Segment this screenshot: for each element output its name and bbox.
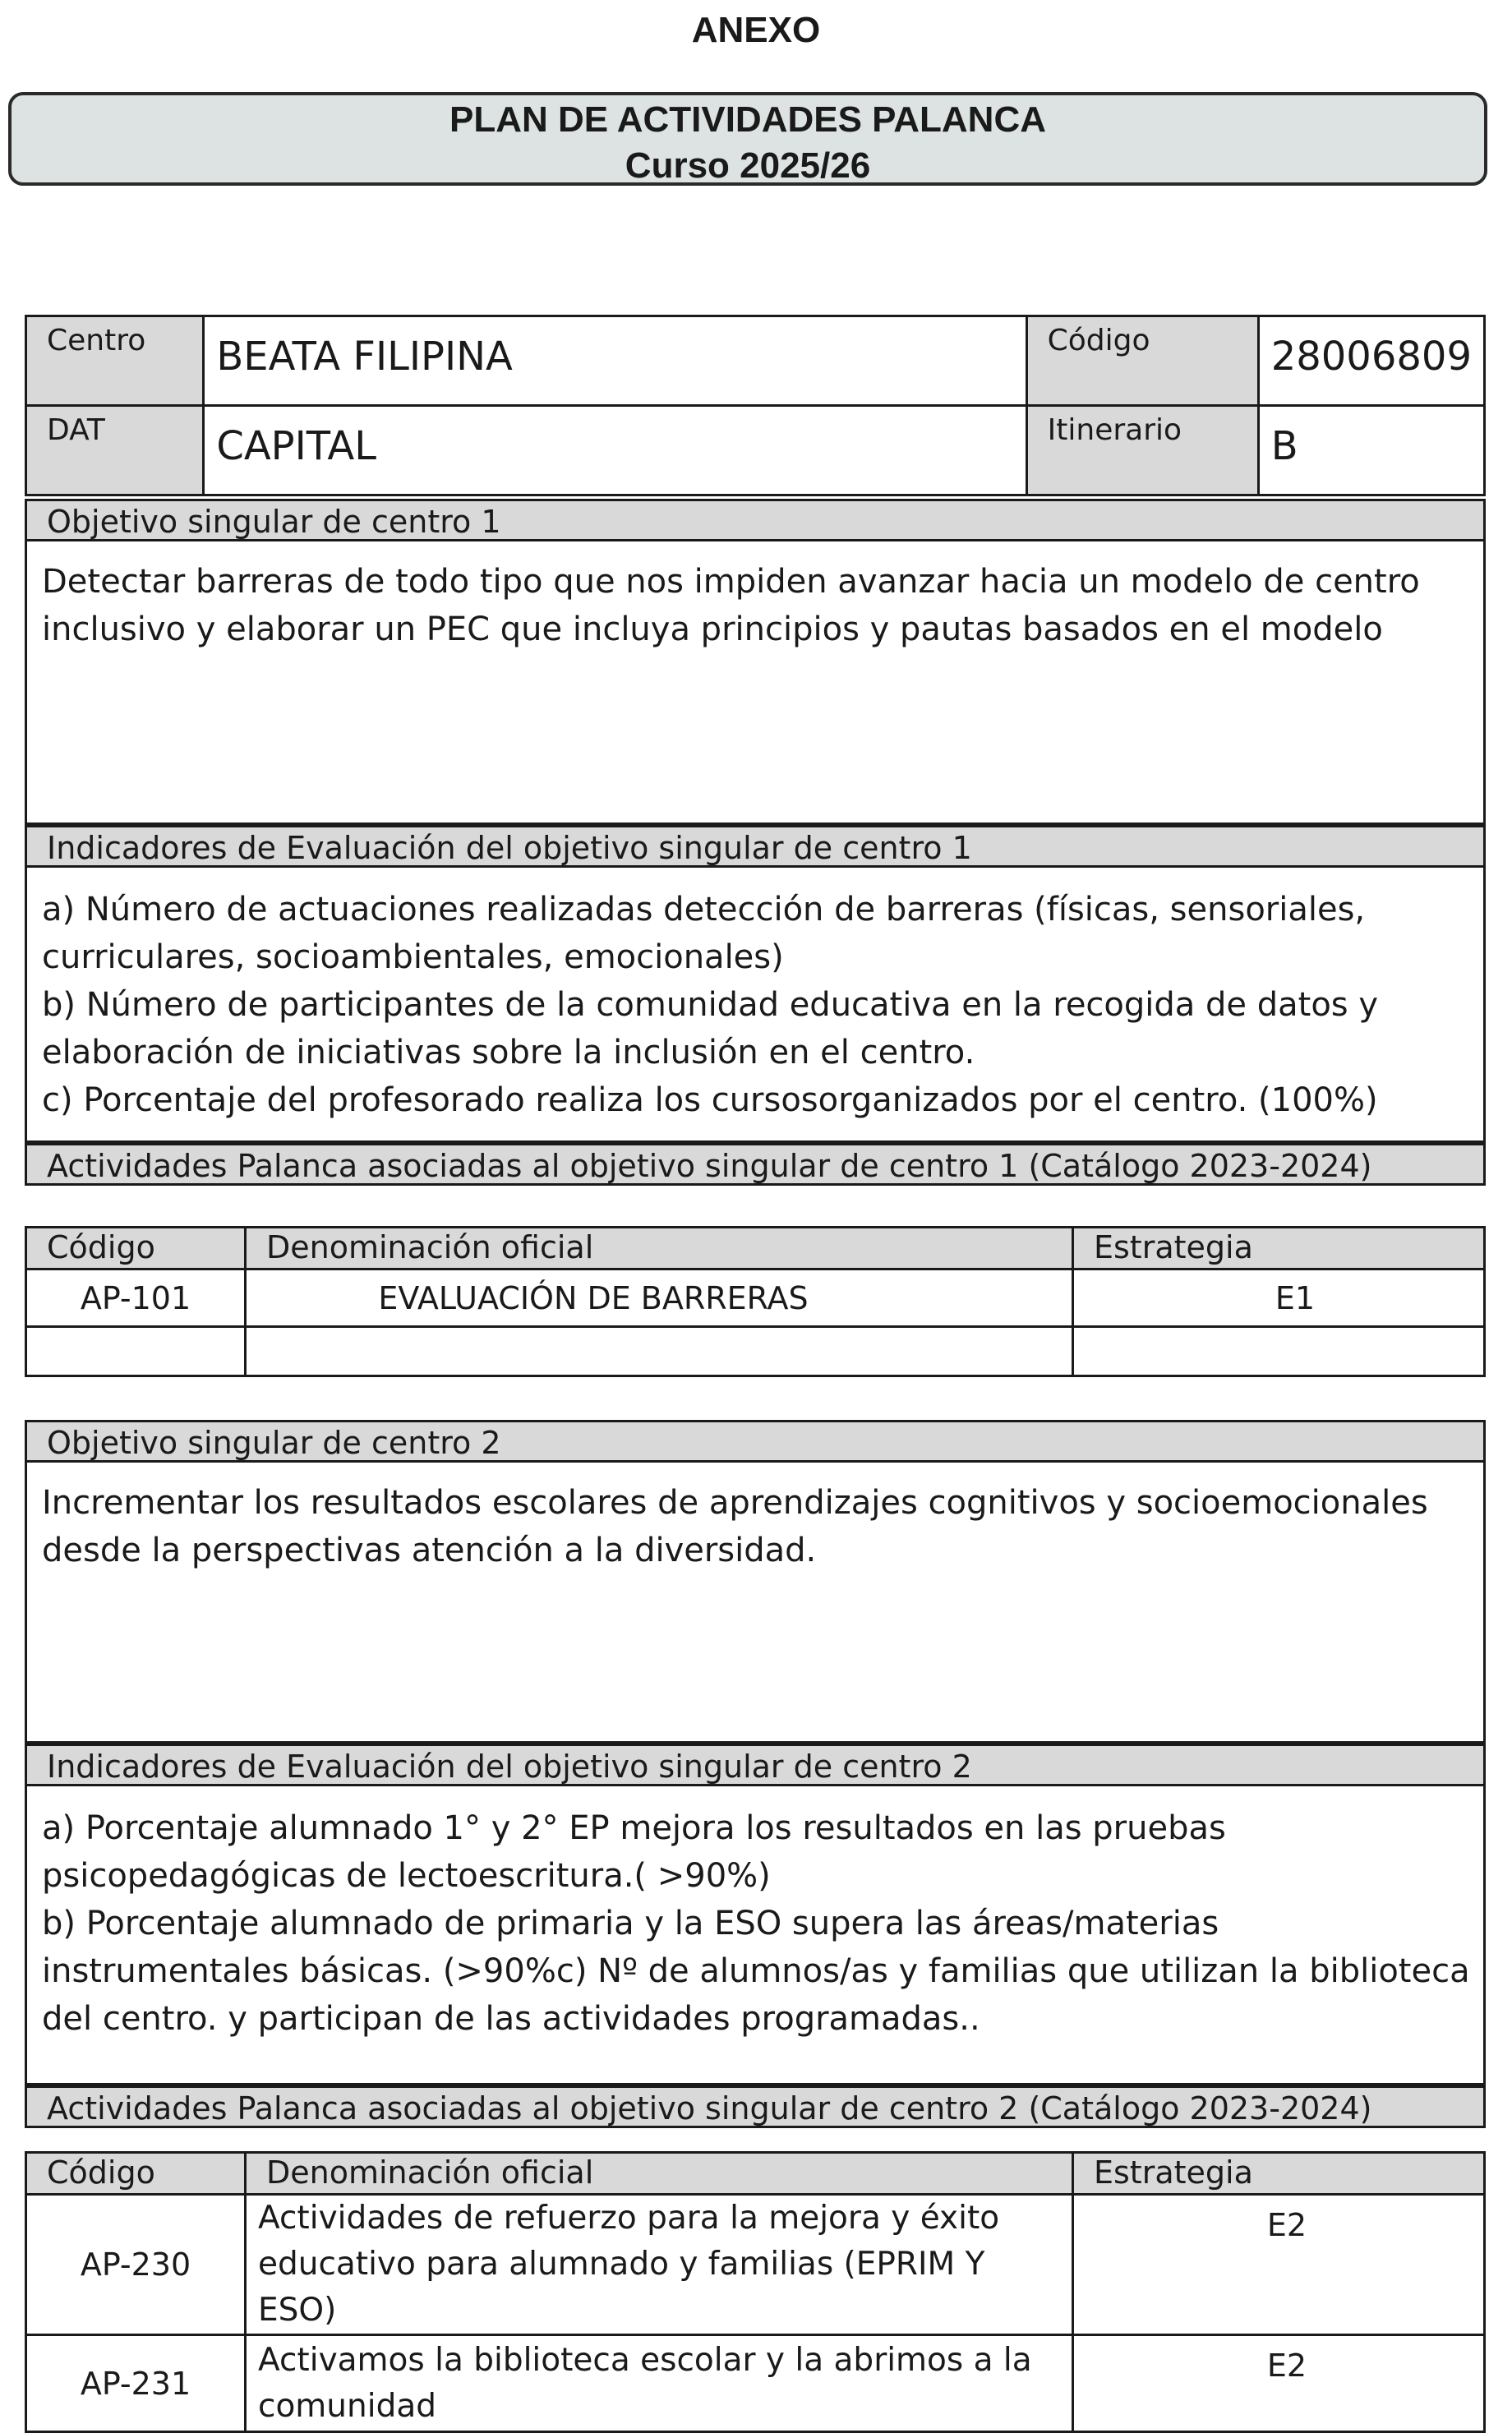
- objective-2-text: Incrementar los resultados escolares de aprendizajes cognitivos y socioemocionales desde la perspectivas atención a la diversidad.: [25, 1463, 1486, 1744]
- objective-1-text: Detectar barreras de todo tipo que nos impiden avanzar hacia un modelo de centro inclusivo y elaborar un PEC que incluya principios y pautas basados en el modelo: [25, 541, 1486, 825]
- codigo-value: 28006809: [1258, 316, 1484, 406]
- activity-strategy: [1073, 1327, 1485, 1376]
- activity-name: Activamos la biblioteca escolar y la abrimos a la comunidad: [246, 2335, 1073, 2432]
- plan-course: Curso 2025/26: [625, 145, 871, 186]
- col-header-strategy: Estrategia: [1073, 2153, 1485, 2195]
- col-header-code: Código: [26, 2153, 246, 2195]
- center-info-table: [25, 315, 1486, 496]
- objective-2-indicators: [25, 1786, 1486, 2085]
- plan-title: PLAN DE ACTIVIDADES PALANCA: [449, 99, 1047, 140]
- indicator-item: a) Porcentaje alumnado 1° y 2° EP mejora los resultados en las pruebas psicopedagógicas de lectoescritura.( >90%): [42, 1809, 1226, 1895]
- objective-2-indicators-title: Indicadores de Evaluación del objetivo singular de centro 2: [25, 1744, 1486, 1786]
- indicator-item: b) Porcentaje alumnado de primaria y la ESO supera las áreas/materias instrumentales básicas. (>90%c) Nº de alumnos/as y familias que utilizan la biblioteca del centro. y participan de las actividades programadas..: [42, 1905, 1470, 2038]
- annex-title: ANEXO: [691, 10, 821, 50]
- col-header-code: Código: [26, 1228, 246, 1269]
- centro-label: Centro: [26, 316, 204, 406]
- activity-name: Actividades de refuerzo para la mejora y éxito educativo para alumnado y familias (EPRIM Y ESO): [246, 2195, 1073, 2335]
- itinerario-label: Itinerario: [1026, 406, 1258, 495]
- codigo-label: Código: [1026, 316, 1258, 406]
- activity-name: [246, 1327, 1073, 1376]
- objective-2-activities-table: [25, 2151, 1486, 2433]
- itinerario-value: B: [1258, 406, 1484, 495]
- col-header-name: Denominación oficial: [246, 1228, 1073, 1269]
- objective-1-title: Objetivo singular de centro 1: [25, 499, 1486, 541]
- col-header-strategy: Estrategia: [1073, 1228, 1485, 1269]
- objective-1-activities-title: Actividades Palanca asociadas al objetivo singular de centro 1 (Catálogo 2023-2024): [25, 1143, 1486, 1186]
- activity-code: AP-231: [26, 2335, 246, 2432]
- indicator-item: b) Número de participantes de la comunidad educativa en la recogida de datos y elaboración de iniciativas sobre la inclusión en el centro.: [42, 986, 1379, 1071]
- objective-1-activities-table: [25, 1226, 1486, 1377]
- activity-strategy: E2: [1073, 2195, 1485, 2335]
- objective-2-activities-title: Actividades Palanca asociadas al objetivo singular de centro 2 (Catálogo 2023-2024): [25, 2085, 1486, 2128]
- centro-value: BEATA FILIPINA: [204, 316, 1026, 406]
- objective-1-indicators: [25, 868, 1486, 1143]
- dat-label: DAT: [26, 406, 204, 495]
- activity-code: AP-230: [26, 2195, 246, 2335]
- col-header-name: Denominación oficial: [246, 2153, 1073, 2195]
- activity-strategy: E2: [1073, 2335, 1485, 2432]
- dat-value: CAPITAL: [204, 406, 1026, 495]
- objective-2-title: Objetivo singular de centro 2: [25, 1420, 1486, 1463]
- activity-code: AP-101: [26, 1269, 246, 1327]
- objective-1-section: [25, 499, 1486, 1186]
- plan-title-box: [8, 92, 1487, 186]
- activity-code: [26, 1327, 246, 1376]
- activity-strategy: E1: [1073, 1269, 1485, 1327]
- activity-name: EVALUACIÓN DE BARRERAS: [246, 1269, 1073, 1327]
- indicator-item: a) Número de actuaciones realizadas detección de barreras (físicas, sensoriales, curriculares, socioambientales, emocionales): [42, 891, 1366, 976]
- objective-2-section: [25, 1420, 1486, 2128]
- objective-1-indicators-title: Indicadores de Evaluación del objetivo singular de centro 1: [25, 825, 1486, 868]
- indicator-item: c) Porcentaje del profesorado realiza los cursosorganizados por el centro. (100%): [42, 1081, 1378, 1119]
